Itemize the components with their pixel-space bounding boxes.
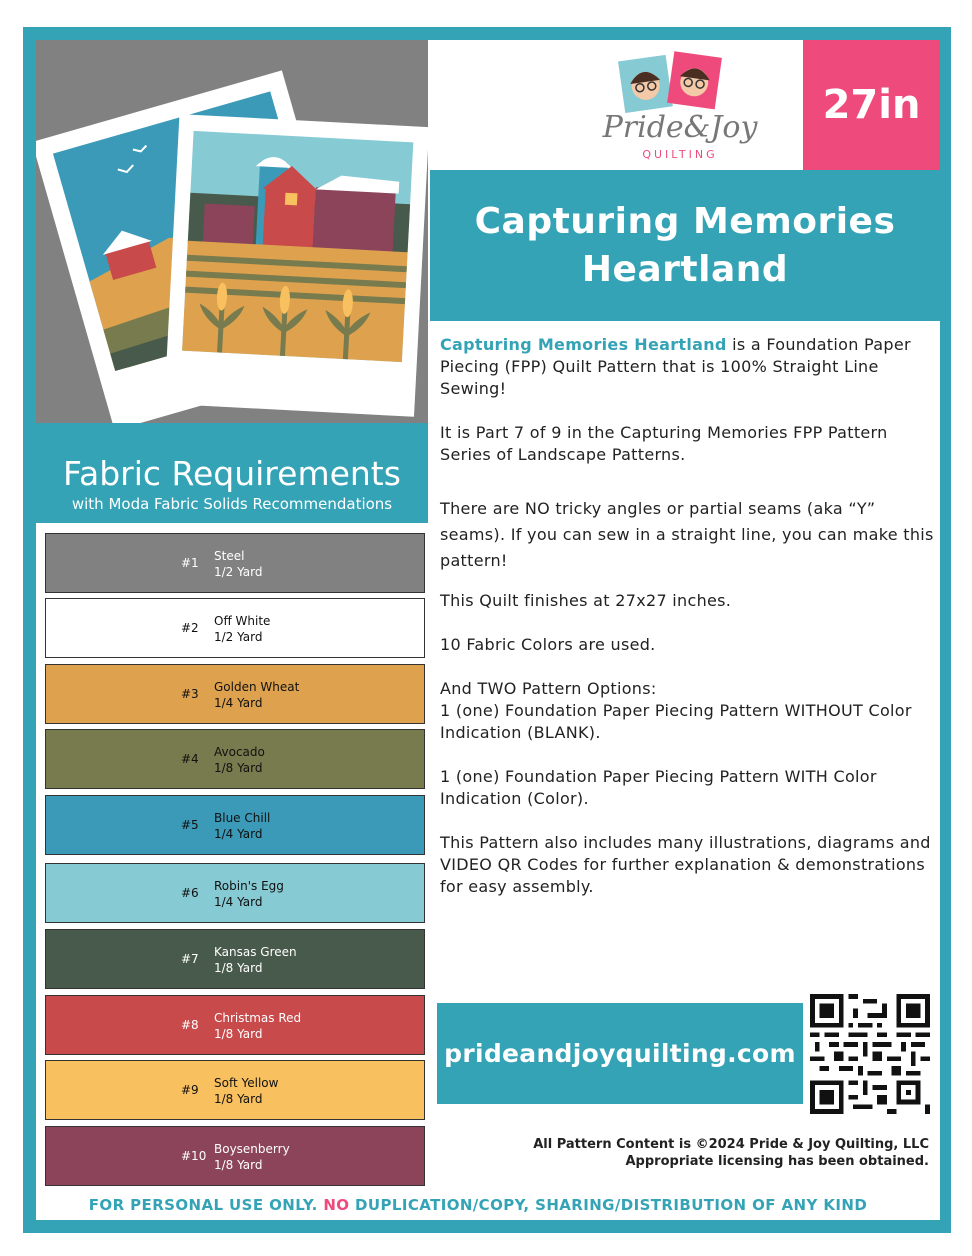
- fabric-swatch: [45, 1126, 425, 1186]
- description-series: It is Part 7 of 9 in the Capturing Memories FPP Pattern Series of Landscape Patterns.: [440, 423, 888, 464]
- swatch-number: #6: [181, 886, 199, 900]
- swatch-label: [214, 613, 270, 645]
- swatch-number: #9: [181, 1083, 199, 1097]
- description-intro-text: is a Foundation Paper Piecing (FPP) Quilt Pattern that is 100% Straight Line Sewing!: [440, 335, 911, 398]
- swatch-number: #2: [181, 621, 199, 635]
- fabric-swatch: [45, 729, 425, 789]
- usage-disclaimer: [36, 1196, 920, 1214]
- swatch-name: Steel: [214, 549, 245, 563]
- swatch-yardage: 1/8 Yard: [214, 1158, 263, 1172]
- website-link[interactable]: prideandjoyquilting.com: [437, 1003, 803, 1104]
- swatch-name: Golden Wheat: [214, 680, 300, 694]
- disclaimer-no: NO: [323, 1196, 350, 1214]
- swatch-name: Avocado: [214, 745, 265, 759]
- fabric-swatch: [45, 795, 425, 855]
- licensing-line: Appropriate licensing has been obtained.: [625, 1154, 929, 1169]
- swatch-name: Christmas Red: [214, 1011, 302, 1025]
- swatch-yardage: 1/4 Yard: [214, 696, 263, 710]
- swatch-yardage: 1/2 Yard: [214, 630, 263, 644]
- swatch-yardage: 1/8 Yard: [214, 1092, 263, 1106]
- swatch-name: Robin's Egg: [214, 879, 284, 893]
- fabric-swatch: [45, 863, 425, 923]
- fabric-requirements-subtitle: with Moda Fabric Solids Recommendations: [71, 495, 393, 513]
- quilt-size-badge: 27in: [803, 40, 940, 170]
- swatch-yardage: 1/8 Yard: [214, 1027, 263, 1041]
- swatch-label: [214, 679, 299, 711]
- copyright-line: All Pattern Content is ©2024 Pride & Joy Quilting, LLC: [533, 1137, 929, 1152]
- description-highlight: Capturing Memories Heartland: [440, 335, 727, 354]
- swatch-name: Boysenberry: [214, 1142, 290, 1156]
- disclaimer-part1: FOR PERSONAL USE ONLY.: [88, 1196, 324, 1214]
- swatch-label: [214, 1141, 290, 1173]
- swatch-number: #7: [181, 952, 199, 966]
- swatch-number: #1: [181, 556, 199, 570]
- swatch-yardage: 1/8 Yard: [214, 761, 263, 775]
- pattern-title-line2: Heartland: [581, 248, 789, 290]
- fabric-swatch: [45, 664, 425, 724]
- fabric-swatch: [45, 995, 425, 1055]
- swatch-label: [214, 1010, 301, 1042]
- swatch-yardage: 1/4 Yard: [214, 827, 263, 841]
- swatch-name: Blue Chill: [214, 811, 271, 825]
- swatch-name: Soft Yellow: [214, 1076, 279, 1090]
- fabric-swatch: [45, 533, 425, 593]
- swatch-number: #3: [181, 687, 199, 701]
- swatch-label: [214, 878, 284, 910]
- description-option-blank: 1 (one) Foundation Paper Piecing Pattern WITHOUT Color Indication (BLANK).: [440, 701, 912, 742]
- fabric-swatch: [45, 598, 425, 658]
- swatch-label: [214, 810, 270, 842]
- pattern-title: [430, 170, 940, 321]
- swatch-yardage: 1/2 Yard: [214, 565, 263, 579]
- description-seams: There are NO tricky angles or partial seams (aka “Y” seams). If you can sew in a straight line, you can make this pattern!: [440, 499, 934, 570]
- fabric-requirements-header: [36, 423, 428, 523]
- description-extras: This Pattern also includes many illustrations, diagrams and VIDEO QR Codes for further explanation & demonstrations for easy assembly.: [440, 833, 931, 896]
- description-finish-size: This Quilt finishes at 27x27 inches.: [440, 591, 732, 610]
- brand-name: Pride&Joy: [602, 110, 758, 145]
- swatch-number: #10: [181, 1149, 207, 1163]
- swatch-label: [214, 1075, 278, 1107]
- fabric-swatch: [45, 1060, 425, 1120]
- swatch-yardage: 1/4 Yard: [214, 895, 263, 909]
- brand-tagline: QUILTING: [642, 148, 718, 161]
- pattern-title-line1: Capturing Memories: [474, 200, 896, 242]
- swatch-number: #4: [181, 752, 199, 766]
- description-color-count: 10 Fabric Colors are used.: [440, 635, 656, 654]
- fabric-requirements-title: Fabric Requirements: [63, 454, 401, 493]
- swatch-name: Off White: [214, 614, 271, 628]
- qr-code-icon[interactable]: [810, 994, 930, 1114]
- swatch-yardage: 1/8 Yard: [214, 961, 263, 975]
- pattern-description: [440, 334, 942, 898]
- copyright-notice: [533, 1136, 929, 1170]
- description-options-heading: And TWO Pattern Options:: [440, 679, 657, 698]
- swatch-name: Kansas Green: [214, 945, 297, 959]
- swatch-label: [214, 944, 297, 976]
- swatch-number: #5: [181, 818, 199, 832]
- disclaimer-part3: DUPLICATION/COPY, SHARING/DISTRIBUTION OF ANY KIND: [349, 1196, 868, 1214]
- quilt-photo-illustration: [36, 40, 428, 423]
- brand-logo: [430, 40, 803, 170]
- fabric-swatch: [45, 929, 425, 989]
- description-intro: [440, 334, 942, 400]
- quilt-photo-panel: [36, 40, 428, 423]
- description-option-color: 1 (one) Foundation Paper Piecing Pattern WITH Color Indication (Color).: [440, 767, 877, 808]
- swatch-label: [214, 548, 263, 580]
- swatch-number: #8: [181, 1018, 199, 1032]
- swatch-label: [214, 744, 265, 776]
